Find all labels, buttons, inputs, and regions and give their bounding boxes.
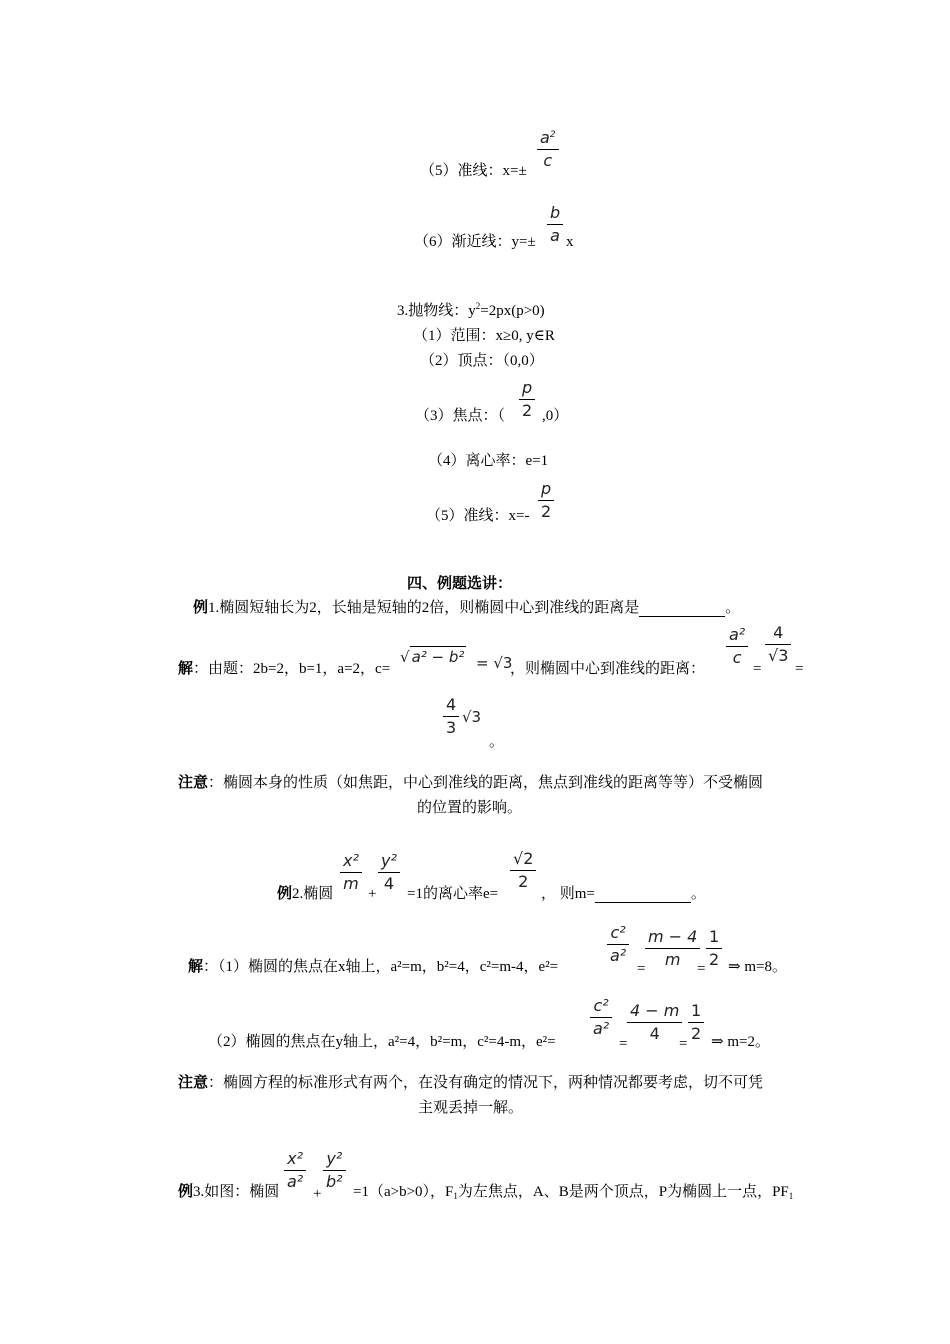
ex2-sol1-fraction-c2-over-a2: $\frac{\text{c²}}{\text{a²}}$ (607, 925, 629, 964)
ex2-sol1-fraction-1-over-2: $\frac{1}{2}$ (706, 929, 722, 968)
focus-fraction: $\frac{p}{2}$ (519, 380, 535, 419)
ex1-sqrt-expression: √ a² − b² (400, 648, 465, 666)
example1-note-line2: 的位置的影响。 (417, 800, 523, 816)
ex2-fraction-y2-over-4: $\frac{\text{y²}}{4}$ (378, 853, 400, 892)
example2-note-line2: 主观丢掉一解。 (418, 1100, 524, 1116)
ex2-sol2-fraction-1-over-2: $\frac{1}{2}$ (688, 1003, 704, 1042)
parabola-eccentricity: （4）离心率：e=1 (428, 453, 549, 469)
parabola-directrix-fraction: $\frac{p}{2}$ (538, 481, 554, 520)
example1-question: 例1.椭圆短轴长为2，长轴是短轴的2倍，则椭圆中心到准线的距离是 。 (193, 600, 741, 616)
parabola-focus-tail: ,0） (542, 408, 569, 424)
ex2-sol1-eq1: = (637, 961, 646, 977)
ex3-fraction-y2-over-b2: $\frac{\text{y²}}{\text{b²}}$ (323, 1151, 346, 1190)
parabola-heading: 3.抛物线：$y^2=2px(p>0)$ (397, 301, 545, 319)
example1-note: 注意：椭圆本身的性质（如焦距，中心到准线的距离，焦点到准线的距离等等）不受椭圆 (178, 775, 764, 791)
example2-question-a: 例2.椭圆 (277, 886, 334, 902)
parabola-vertex: （2）顶点：（0,0） (420, 353, 544, 369)
hyperbola-asymptote-tail: x (566, 234, 574, 250)
parabola-focus-label: （3）焦点：（ (415, 408, 506, 424)
directrix-fraction: $\frac{a^2}{c}$ (537, 130, 559, 169)
example3-question-a: 例3.如图：椭圆 (178, 1184, 280, 1200)
section-title: 四、例题选讲： (407, 576, 513, 592)
ex2-sol2-eq1: = (619, 1036, 628, 1052)
example3-question-b: =1（a>b>0），$F_1$为左焦点，A、B是两个顶点，P为椭圆上一点，$PF_1$ (353, 1184, 794, 1201)
ex1-fraction-a2-over-c: $\frac{\text{a²}}{c}$ (726, 627, 748, 666)
ex2-sol2-eq2: = (679, 1036, 688, 1052)
ex2-fraction-x2-over-m: $\frac{\text{x²}}{m}$ (340, 853, 362, 892)
example2-solution1: 解：（1）椭圆的焦点在x轴上，a²=m，b²=4，c²=m-4，e²= (188, 959, 559, 975)
ex1-equals-2: = (795, 661, 804, 677)
ex2-sol1-eq2: = (697, 961, 706, 977)
ex2-fraction-sqrt2-over-2: $\frac{√2}{2}$ (510, 851, 536, 890)
ex1-final-sqrt3: √3 (462, 708, 482, 726)
ex2-sol2-result: ⇒ m=2。 (711, 1034, 770, 1050)
ex1-final-period: 。 (489, 734, 505, 750)
ex1-fraction-4-over-sqrt3: $\frac{4}{√3}$ (765, 625, 791, 664)
example2-question-c: ， 则m= 。 (541, 886, 706, 902)
ex1-sqrt3: = √3 (476, 654, 513, 672)
ex2-sol2-fraction-4-m-over-4: $\frac{4 - m}{4}$ (627, 1003, 682, 1042)
ex2-sol2-fraction-c2-over-a2: $\frac{\text{c²}}{\text{a²}}$ (590, 998, 612, 1037)
example2-solution2: （2）椭圆的焦点在y轴上，a²=4，b²=m，c²=4-m，e²= (208, 1034, 556, 1050)
ex3-fraction-x2-over-a2: $\frac{\text{x²}}{\text{a²}}$ (284, 1151, 306, 1190)
parabola-range: （1）范围：x≥0, y∈R (413, 328, 555, 344)
asymptote-fraction: $\frac{b}{a}$ (547, 205, 563, 244)
answer-blank-2 (595, 887, 691, 903)
example1-solution: 解：由题：2b=2，b=1，a=2，c= (178, 661, 391, 677)
ex1-final-fraction: $\frac{4}{3}$ (443, 697, 459, 736)
ex1-equals-1: = (753, 661, 762, 677)
example2-question-b: =1的离心率e= (407, 886, 499, 902)
hyperbola-directrix-label: （5）准线：x=± (420, 163, 527, 179)
hyperbola-asymptote-label: （6）渐近线：y=± (414, 234, 536, 250)
ex2-sol1-result: ⇒ m=8。 (728, 959, 787, 975)
answer-blank (639, 601, 725, 617)
ex2-sol1-fraction-m-4-over-m: $\frac{m - 4}{m}$ (645, 929, 700, 968)
ex1-solution-tail: ，则椭圆中心到准线的距离： (510, 661, 706, 677)
ex2-plus: + (368, 886, 377, 902)
parabola-directrix-label: （5）准线：x=- (426, 508, 530, 524)
ex3-plus: + (313, 1186, 322, 1202)
example2-note: 注意：椭圆方程的标准形式有两个，在没有确定的情况下，两种情况都要考虑，切不可凭 (178, 1075, 764, 1091)
